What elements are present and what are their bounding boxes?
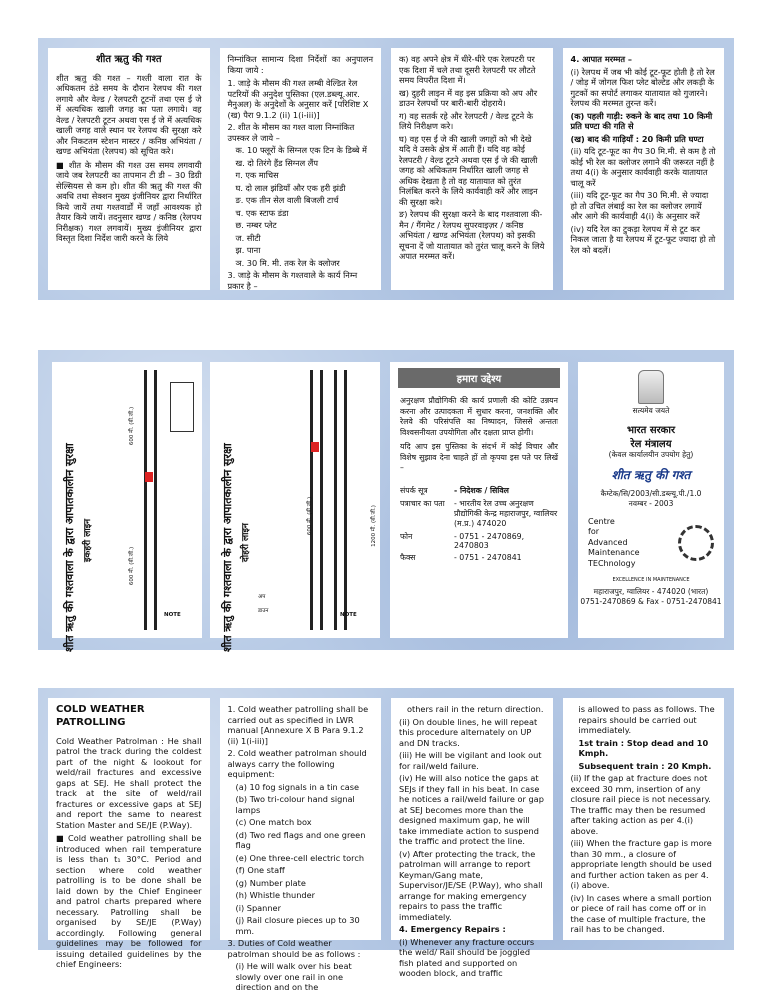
list-item: छ. नम्बर प्लेट bbox=[235, 220, 277, 230]
list-item: (i) Whenever any fracture occurs the weld/ Rail should be joggled fish plated and supported on wooden block, and traffic bbox=[399, 936, 535, 978]
objective-panel bbox=[390, 362, 568, 638]
list-item: ङ) रेलपथ की सुरक्षा करने के बाद गश्तवाला की-मैन / गैंगमेट / रेलपथ सुपरवाइज़र / कनिष्ठ अभियंता / खण्ड अभियंता (रेलपथ) को इसकी सूचना दें जो यातायात को तुरंत चालू करने के लिये अपात मरम्मत करें। bbox=[399, 209, 545, 261]
contact-block bbox=[390, 484, 568, 565]
objective-text: अनुरक्षण प्रौद्योगिकी की कार्य प्रणाली की कोटि उन्नयन करना और उत्पादकता में सुधार करना, जनशक्ति और रेलवे की परिसंपत्ति का निष्पादन, जिससे अन्ततः विश्वसनीयता उपयोगिता और दक्षता प्राप्त होगी। bbox=[400, 396, 558, 437]
list-item: (b) Two tri-colour hand signal lamps bbox=[235, 794, 355, 815]
list-item: (e) One three-cell electric torch bbox=[235, 852, 365, 863]
list-item: 1. Cold weather patrolling shall be carried out as specified in LWR manual [Annexure X B Para 9.1.2 (ii) 1(i-iii)] bbox=[227, 704, 369, 746]
hindi-para-1: शीत ऋतु की गश्त – गश्ती वाला रात के अधिकतम ठंडे समय के दौरान रेलपथ की गश्त लगाये और वेल्ड / रेलपटरी टूटनों तथा एस ई जे में अत्यधिक खाली जगह का पता लगाये। वह वेल्ड / रेलपटरी टूटन अथवा एस ई जे में अत्यधिक खाली जगह वाले स्थान पर रेलपथ की सुरक्षा करे और निकटतम स्टेशन मास्टर / कनिष्ठ अभियंता / खण्ड अभियंता (रेलपथ) को सूचित करे। bbox=[56, 72, 202, 157]
contact-value: - 0751 - 2470841 bbox=[454, 552, 522, 562]
excellence-tagline: EXCELLENCE IN MAINTENANCE bbox=[612, 576, 690, 583]
list-item: others rail in the return direction. bbox=[407, 704, 544, 714]
list-item: 1. जाड़े के मौसम की गश्त लम्बी वेल्डित रेल पटरियों की अनुदेश पुस्तिका (एल.डब्ल्यू.आर. मैनुअल) के अनुदेशों के अनुसार करें [परिशिष्ट X (ख) पैरा 9.1.2 (ii) 1(i-iii)] bbox=[227, 78, 369, 120]
document-code: कैम्टेक/सि/2003/सी.डब्ल्यू.पी./1.0 bbox=[600, 489, 702, 498]
single-line-title: शीत ऋतु की गश्तवाला के द्वारा आपातकालीन सुरक्षा bbox=[63, 443, 76, 652]
double-line-title: शीत ऋतु की गश्तवाला के द्वारा आपातकालीन सुरक्षा bbox=[221, 443, 234, 652]
list-item: झ. पाना bbox=[235, 245, 261, 255]
list-item: ग. एक माचिस bbox=[235, 170, 279, 180]
english-title: COLD WEATHER PATROLLING bbox=[56, 704, 145, 728]
gear-icon bbox=[678, 525, 714, 561]
down-label: डाउन bbox=[258, 608, 269, 614]
list-item: ग) वह सतर्क रहे और रेलपटरी / वेल्ड टूटने के लिये निरीक्षण करे। bbox=[399, 110, 534, 131]
list-item: (iv) He will also notice the gaps at SEJs if they fall in his beat. In case he notices a rail/weld failure or gap at SEJ becomes more than the designed maximum gap, he will take immediate action to suspend the traffic and protect the line. bbox=[399, 773, 544, 846]
list-item: घ. दो लाल झंडियाँ और एक हरी झंडी bbox=[235, 182, 346, 193]
list-item: ख. दो तिरंगे हैंड सिग्नल लैंप bbox=[235, 157, 319, 168]
phone-line: 0751-2470869 & Fax - 0751-2470841 bbox=[580, 596, 722, 606]
english-text-sheet bbox=[38, 688, 734, 992]
national-emblem-icon bbox=[638, 370, 664, 404]
list-item: (iii) He will be vigilant and look out for rail/weld failure. bbox=[399, 750, 542, 771]
track-line bbox=[154, 370, 157, 630]
list-item: (iv) यदि रेल का टुकड़ा रेलपथ में से टूट कर निकल जाता है या रेलपथ में टूट-फूट ज्यादा हो तो रेल को बदलें। bbox=[570, 223, 716, 255]
track-line bbox=[334, 370, 337, 630]
list-item: ज. सीटी bbox=[235, 232, 261, 243]
logo-text: Advanced bbox=[588, 537, 628, 547]
single-line-diagram-panel bbox=[52, 362, 202, 652]
double-line-diagram-panel bbox=[210, 362, 380, 652]
english-column-3 bbox=[391, 698, 553, 978]
list-item: 4. Emergency Repairs : bbox=[399, 924, 506, 934]
list-item: (d) Two red flags and one green flag bbox=[235, 829, 366, 850]
list-item: ङ. एक तीन सेल वाली बिजली टार्च bbox=[235, 195, 339, 205]
front-cover-panel bbox=[578, 362, 724, 638]
objective-title: हमारा उद्देश्य bbox=[398, 368, 560, 388]
cover-sheet bbox=[38, 350, 734, 650]
list-item: (h) Whistle thunder bbox=[235, 890, 316, 900]
up-label: अप bbox=[258, 594, 266, 600]
note-label: NOTE bbox=[164, 612, 181, 618]
ministry-label: रेल मंत्रालय bbox=[630, 439, 672, 450]
emblem-caption: सत्यमेव जयते bbox=[632, 406, 670, 415]
hindi-column-2 bbox=[220, 48, 382, 290]
camtech-logo bbox=[588, 517, 714, 569]
list-item: (i) Spanner bbox=[235, 902, 281, 913]
contact-value: - निदेशक / सिविल bbox=[454, 485, 509, 495]
track-line bbox=[344, 370, 347, 630]
list-item: is allowed to pass as follows. The repairs should be carried out immediately. bbox=[578, 704, 715, 735]
english-column-2 bbox=[220, 698, 382, 992]
legend-box bbox=[170, 382, 194, 432]
list-item: (iv) In cases where a small portion or piece of rail has come off or in the case of multiple fracture, the rail has to be changed. bbox=[570, 892, 712, 934]
track-line bbox=[144, 370, 147, 630]
hindi-text-sheet bbox=[38, 38, 734, 300]
english-column-1 bbox=[48, 698, 210, 970]
list-item: (v) After protecting the track, the patrolman will arrange to report Keyman/Gang mate, Supervisor/JE/SE (P.Way), who shall arrange for making emergency repairs to pass the traffic immediately. bbox=[399, 848, 543, 922]
list-item: Subsequent train : 20 Kmph. bbox=[578, 760, 712, 771]
list-item: (ii) यदि टूट-फूट का गैप 30 मि.मी. से कम है तो कोई भी रेल का क्लोजर लगाने की जरूरत नहीं है तथा 4(i) के अनुसार कार्यवाही करके यातायात चालू करें bbox=[570, 146, 716, 188]
list-item: क) वह अपने क्षेत्र में धीरे-धीरे एक रेलपटरी पर एक दिशा में चले तथा दूसरी रेलपटरी पर लौटते समय विपरीत दिशा में। bbox=[399, 54, 536, 85]
government-label: भारत सरकार bbox=[626, 425, 676, 436]
list-item: (j) Rail closure pieces up to 30 mm. bbox=[235, 915, 360, 936]
contact-key: फोन bbox=[400, 531, 413, 541]
hindi-para-2: ■ शीत के मौसम की गश्त उस समय लगवायी जाये जब रेलपटरी का तापमान टी डी – 30 डिग्री सेल्सियस से कम हो। शीत की ऋतु की गश्त की अवधि तथा सेक्शन मुख्य इंजीनियर द्वारा निर्धारित किये जायें तथा गश्तवार्डों में जहाँ आवश्यक हो तैयार किये जायें। तदनुसार खण्ड / कनिष्ठ (रेलपथ निरीक्षक) गश्त लगवायें। मुख्य इंजीनियर द्वारा विस्तृत दिशा निर्देश जारी करने के लिये bbox=[56, 159, 202, 244]
logo-text: TEChnology bbox=[588, 558, 636, 568]
list-item: (iii) यदि टूट-फूट का गैप 30 मि.मी. से ज्यादा हो तो उचित लंबाई का रेल का क्लोजर लगायें और आगे की कार्यवाही 4(i) के अनुसार करें bbox=[570, 190, 709, 221]
publication-date: नवम्बर - 2003 bbox=[628, 499, 674, 508]
double-line-subtitle: दोहरी लाइन bbox=[241, 523, 251, 562]
list-item: 2. Cold weather patrolman should always carry the following equipment: bbox=[227, 748, 367, 779]
distance-label: 600 मी. (बी.जी.) bbox=[129, 406, 136, 446]
list-item: (क) पहली गाड़ी: रुकने के बाद तथा 10 किमी प्रति घण्टा की गति से bbox=[570, 110, 713, 131]
hindi-column-3 bbox=[391, 48, 553, 290]
list-item: (c) One match box bbox=[235, 817, 312, 827]
contact-key: फैक्स bbox=[400, 552, 416, 562]
contact-key: संपर्क सूत्र bbox=[400, 485, 428, 495]
list-item: क. 10 फ्लूरों के सिग्नल एक टिन के डिब्बे में bbox=[235, 145, 367, 155]
logo-text: Centre bbox=[588, 517, 615, 526]
list-item: 3. Duties of Cold weather patrolman should be as follows : bbox=[227, 938, 361, 959]
list-item: (a) 10 fog signals in a tin case bbox=[235, 781, 360, 792]
contact-value: - भारतीय रेल उच्च अनुरक्षण प्रौद्योगिकी केन्द्र महाराजपुर, ग्वालियर (म.प्र.) 474020 bbox=[454, 498, 558, 528]
office-use-note: (केवल कार्यालयीन उपयोग हेतु) bbox=[608, 450, 694, 459]
hindi-intro: निम्नांकित सामान्य दिशा निर्देशों का अनुपालन किया जाये : bbox=[227, 54, 373, 75]
contact-key: पत्राचार का पता bbox=[400, 498, 445, 508]
list-item: 1st train : Stop dead and 10 Kmph. bbox=[578, 737, 709, 758]
list-item: च. एक स्टाफ डंडा bbox=[235, 207, 289, 218]
list-item: 2. शीत के मौसम का गश्त वाला निम्नांकित उपस्कर ले जाये – bbox=[227, 122, 355, 143]
address-line: महाराजपुर, ग्वालियर - 474020 (भारत) bbox=[593, 586, 709, 596]
list-item: (ii) If the gap at fracture does not exceed 30 mm, insertion of any closure rail piece is not necessary. The traffic may then be resumed after taking action as per 4.(i) above. bbox=[570, 773, 711, 836]
single-line-subtitle: इकहरी लाइन bbox=[83, 518, 93, 562]
list-item: (iii) When the fracture gap is more than 30 mm., a closure of appropriate length should be used and further action taken as per 4.(i) above. bbox=[570, 838, 712, 890]
logo-text: for bbox=[588, 527, 599, 537]
list-item: (i) He will walk over his beat slowly over one rail in one direction and on the bbox=[235, 961, 352, 992]
red-flag-icon bbox=[311, 442, 319, 452]
list-item: (i) रेलपथ में जब भी कोई टूट-फूट होती है तो रेल / जोड़ में जोगल फिश प्लेट बोल्टेड और लकड़ी के गुटकों का सपोर्ट लगाकर यातायात को गुजारने। रेलपथ की मरम्मत तुरन्त करें। bbox=[570, 66, 715, 108]
list-item: (g) Number plate bbox=[235, 877, 306, 888]
list-item: ख) दुहरी लाइन में वह इस प्रक्रिया को अप और डाउन रेलपथों पर बारी-बारी दोहराये। bbox=[399, 87, 538, 108]
list-item: (ii) On double lines, he will repeat this procedure alternately on UP and DN tracks. bbox=[399, 716, 538, 748]
list-item: ञ. 30 मि. मी. तक रेल के क्लोजर bbox=[235, 257, 340, 268]
contact-value: - 0751 - 2470869, 2470803 bbox=[454, 531, 525, 550]
list-item: (f) One staff bbox=[235, 865, 285, 875]
hindi-column-4 bbox=[563, 48, 725, 290]
list-item: घ) वह एस ई जे की खाली जगहों को भी देखे यदि वे उसके क्षेत्र में आती हैं। यदि वह कोई रेलपटरी / वेल्ड टूटने अथवा एस ई जे की खाली जगह को अधिकतम निर्धारित खाली जगह से अधिक देखता है तो वह यातायात को तुरंत निलंबित करने के लिये कार्यवाही करें और लाइन की सुरक्षा करे। bbox=[399, 133, 538, 207]
track-line bbox=[320, 370, 323, 630]
english-column-4 bbox=[563, 698, 725, 940]
logo-text: Maintenance bbox=[588, 548, 640, 558]
red-flag-icon bbox=[145, 472, 153, 482]
distance-label: 1200 मी. (बी.जी.) bbox=[370, 505, 377, 547]
list-item: 3. जाड़े के मौसम के गश्तवाले के कार्य निम्न प्रकार है – bbox=[227, 270, 358, 291]
english-para-1: Cold Weather Patrolman : He shall patrol the track during the coldest part of the night & lookout for weld/rail fractures and excessive gaps at SEJ. He shall protect the track at the site of weld/rail fractures or excessive gaps at SEJ and report the same to nearest Station Master and SE/JE (P.Way). bbox=[56, 735, 202, 830]
note-label: NOTE bbox=[340, 612, 357, 618]
english-para-2: ■ Cold weather patrolling shall be introduced when rail temperature is less than t₁ 30°C. Period and section where cold weather patrolling is to be done shall be laid down by the Chief Engineer and patrol charts prepared where necessary. Patrolling shall be organised by SE/JE (P.Way) accordingly. Following general guidelines may be followed for issuing detailed guidelines by the chief Engineers: bbox=[56, 833, 202, 970]
cover-title: शीत ऋतु की गश्त bbox=[611, 468, 691, 482]
distance-label: 600 मी. (बी.जी.) bbox=[129, 546, 136, 586]
hindi-column-1 bbox=[48, 48, 210, 290]
hindi-title: शीत ऋतु की गश्त bbox=[95, 54, 162, 65]
distance-label: 600 मी. (बी.जी.) bbox=[307, 496, 314, 536]
list-item: 4. आपात मरम्मत – bbox=[570, 54, 633, 64]
list-item: (ख) बाद की गाड़ियाँ : 20 किमी प्रति घण्टा bbox=[570, 133, 704, 144]
suggestion-text: यदि आप इस पुस्तिका के संदर्भ में कोई विचार और विशेष सुझाव देना चाहते हों तो कृपया इस पते पर लिखें – bbox=[400, 442, 558, 473]
